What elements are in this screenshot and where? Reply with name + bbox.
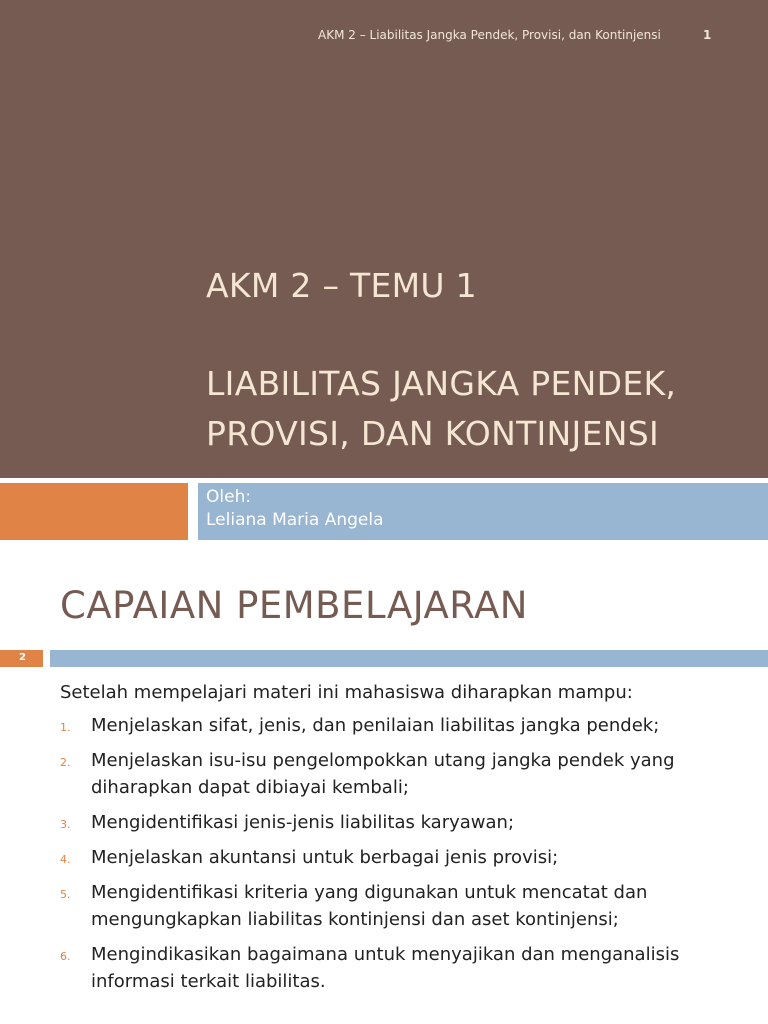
list-item-text: Menjelaskan akuntansi untuk berbagai jenis provisi; [91, 847, 559, 868]
list-item-number: 3. [60, 818, 71, 831]
slide-2-number-tag [0, 650, 43, 667]
learning-outcomes-list [60, 712, 750, 1003]
slide-title-line-1: AKM 2 – TEMU 1 [206, 266, 477, 305]
slide-2-blue-bar [50, 650, 768, 667]
slide-2-title: CAPAIAN PEMBELAJARAN [60, 584, 528, 627]
list-item [60, 747, 750, 801]
list-item [60, 712, 750, 739]
slide-page-number: 1 [703, 28, 712, 42]
slide-2-page-number: 2 [19, 652, 26, 663]
list-item-text: Menjelaskan sifat, jenis, dan penilaian liabilitas jangka pendek; [91, 715, 660, 736]
oleh-label: Oleh: [206, 487, 252, 507]
title-slide-background [0, 0, 768, 478]
list-item [60, 809, 750, 836]
list-item [60, 941, 750, 995]
list-item [60, 879, 750, 933]
list-item-number: 1. [60, 721, 71, 734]
slide-2-intro: Setelah mempelajari materi ini mahasiswa diharapkan mampu: [60, 682, 633, 703]
list-item-number: 2. [60, 756, 71, 769]
list-item-number: 5. [60, 888, 71, 901]
slide-header-text: AKM 2 – Liabilitas Jangka Pendek, Provisi, dan Kontinjensi [318, 28, 661, 42]
orange-accent-block [0, 483, 188, 540]
list-item-text: Menjelaskan isu-isu pengelompokkan utang jangka pendek yang diharapkan dapat dibiayai kembali; [91, 750, 675, 798]
slide-title-line-2: LIABILITAS JANGKA PENDEK, [206, 364, 677, 403]
list-item-text: Mengidentifikasi jenis-jenis liabilitas karyawan; [91, 812, 515, 833]
list-item-text: Mengidentifikasi kriteria yang digunakan untuk mencatat dan mengungkapkan liabilitas kontinjensi dan aset kontinjensi; [91, 882, 648, 930]
slide-title-line-3: PROVISI, DAN KONTINJENSI [206, 414, 659, 453]
list-item [60, 844, 750, 871]
list-item-text: Mengindikasikan bagaimana untuk menyajikan dan menganalisis informasi terkait liabilitas. [91, 944, 680, 992]
list-item-number: 6. [60, 950, 71, 963]
list-item-number: 4. [60, 853, 71, 866]
author-name: Leliana Maria Angela [206, 510, 384, 530]
